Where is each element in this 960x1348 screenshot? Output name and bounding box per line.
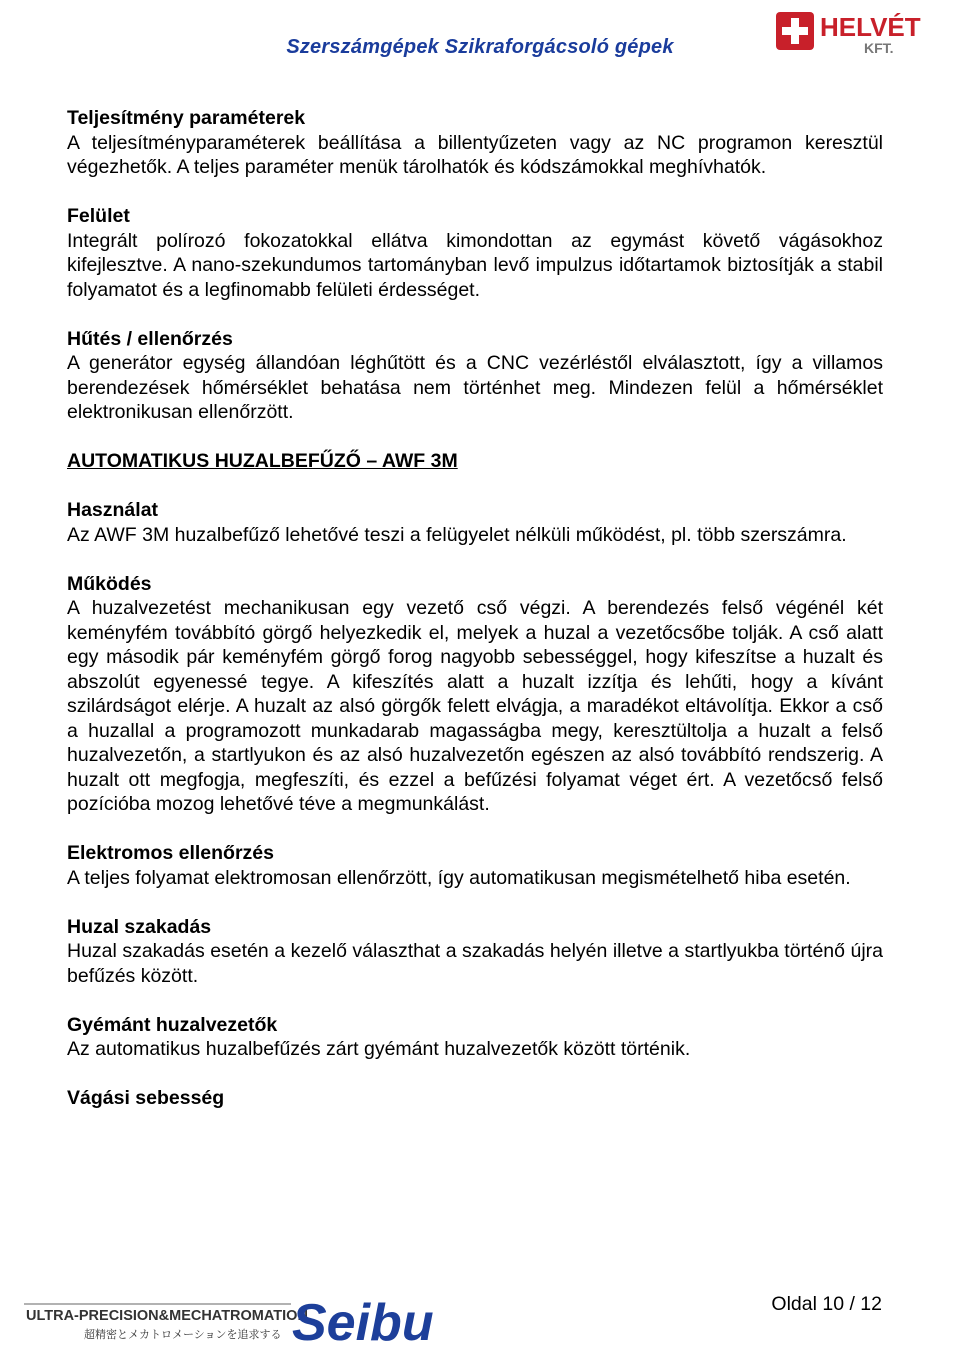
section-text: Huzal szakadás esetén a kezelő választhat a szakadás helyén illetve a startlyukba történő újra befűzés között. (67, 940, 883, 987)
page-number: Oldal 10 / 12 (771, 1293, 882, 1315)
seibu-logo (6, 1296, 476, 1344)
helvet-logo-text: HELVÉT (820, 12, 921, 42)
section-operation (67, 572, 883, 817)
helvet-logo-subtext: KFT. (864, 40, 894, 56)
section-performance-parameters (67, 106, 883, 180)
section-heading: Működés (67, 572, 152, 595)
section-heading: Gyémánt huzalvezetők (67, 1013, 278, 1036)
section-heading: Huzal szakadás (67, 915, 212, 938)
document-body (67, 106, 883, 1135)
main-section-title: AUTOMATIKUS HUZALBEFŰZŐ – AWF 3M (67, 450, 458, 472)
logo-japanese-tagline: 超精密とメカトロメーションを追求する (84, 1328, 282, 1341)
section-text: A huzalvezetést mechanikusan egy vezető cső végzi. A berendezés felső végénél két keményfém továbbító görgő helyezkedik el, melyek a huzal a vezetőcsőbe tolják. A cső alatt egy második pár keményfém görgő forog nagyobb sebességgel, hogy kifeszítse a huzalt és abszolút egyenessé tegye. A kifeszítés alatt a huzalt izzítja és lehűti, hogy a kívánt szilárdságot elérje. A huzalt az alsó görgők felett elvágja, a maradékot eltávolítja. Ekkor a cső a huzallal a programozott munkadarab magasságba megy, keresztültolja a huzalt a felső huzalvezetőn, a startlyukon és az alsó huzalvezetőn egészen az alsó továbbító rendszerig. A huzalt ott megfogja, megfeszíti, és ezzel a befűzési folyamat véget ért. A vezetőcső felső pozícióba mozog lehetővé téve a megmunkálást. (67, 597, 883, 815)
helvet-logo-cross-horizontal (782, 27, 808, 35)
section-heading: Teljesítmény paraméterek (67, 107, 306, 129)
section-surface (67, 204, 883, 302)
seibu-brand-text: Seibu (292, 1296, 434, 1344)
section-diamond-guides (67, 1013, 883, 1062)
page-header-title: Szerszámgépek Szikraforgácsoló gépek (286, 36, 674, 58)
logo-tagline: ULTRA-PRECISION&MECHATROMATION (26, 1308, 308, 1324)
section-text: A teljesítményparaméterek beállítása a billentyűzeten vagy az NC programon keresztül végezhetők. A teljes paraméter menük tárolhatók és kódszámokkal meghívhatók. (67, 131, 883, 178)
section-heading: Használat (67, 499, 159, 521)
section-heading: Felület (67, 205, 130, 227)
helvet-logo (772, 6, 952, 58)
section-cutting-speed (67, 1086, 883, 1111)
section-text: Az automatikus huzalbefűzés zárt gyémánt huzalvezetők között történik. (67, 1038, 691, 1060)
section-heading: Elektromos ellenőrzés (67, 842, 274, 864)
section-heading: Hűtés / ellenőrzés (67, 327, 233, 350)
section-text: Az AWF 3M huzalbefűző lehetővé teszi a felügyelet nélküli működést, pl. több szerszámra. (67, 523, 847, 546)
section-cooling-control (67, 327, 883, 425)
section-usage (67, 498, 883, 547)
section-electrical-check (67, 841, 883, 890)
section-heading: Vágási sebesség (67, 1087, 225, 1109)
section-text: A generátor egység állandóan léghűtött és a CNC vezérléstől elválasztott, így a villamos berendezések hőmérséklet behatása nem történhet meg. Mindezen felül a hőmérséklet elektronikusan ellenőrzött. (67, 352, 883, 423)
section-wire-break (67, 915, 883, 989)
section-text: A teljes folyamat elektromosan ellenőrzött, így automatikusan megismételhető hiba esetén. (67, 866, 851, 889)
section-text: Integrált polírozó fokozatokkal ellátva kimondottan az egymást követő vágásokhoz kifejlesztve. A nano-szekundumos tartományban levő impulzus időtartamok biztosítják a stabil folyamatot és a legfinomabb felületi érdességet. (67, 229, 883, 301)
